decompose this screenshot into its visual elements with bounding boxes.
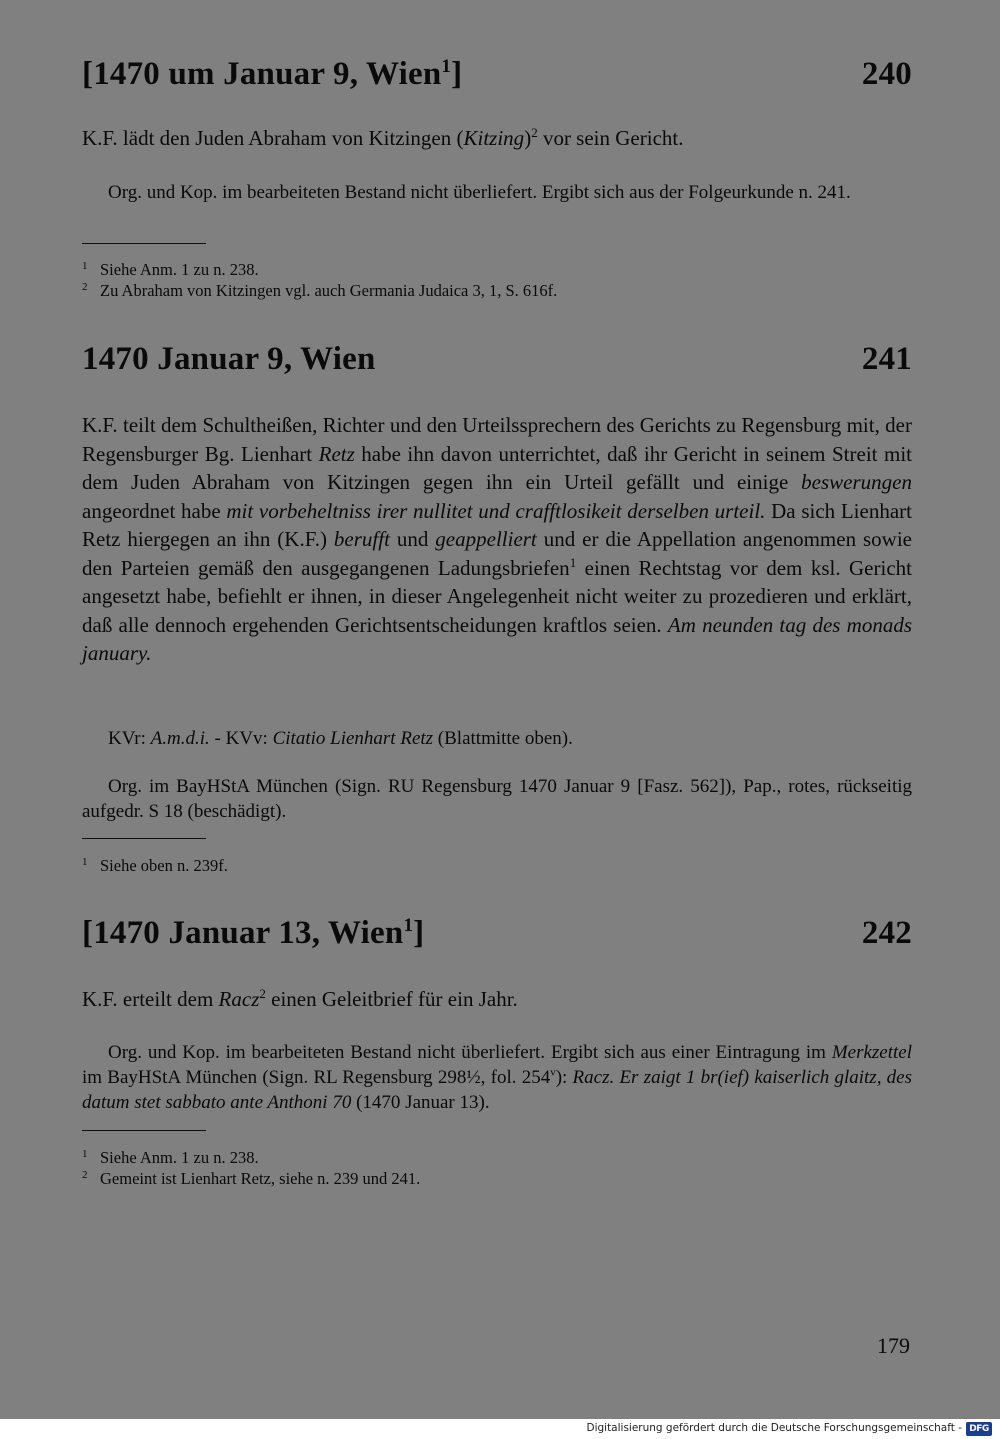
footnote-divider: [82, 838, 206, 839]
entry-summary: K.F. lädt den Juden Abraham von Kitzingen (Kitzing)$^2$ vor sein Gericht.: [82, 125, 684, 150]
dfg-logo-icon[interactable]: DFG: [966, 1422, 992, 1436]
entry-number: 242: [861, 915, 912, 951]
entry-summary: K.F. erteilt dem Racz$^2$ einen Geleitbrief für ein Jahr.: [82, 986, 518, 1011]
page-number: 179: [877, 1333, 910, 1358]
footnote: 1 Siehe Anm. 1 zu n. 238.: [82, 260, 259, 279]
footnote-ref: 2: [531, 125, 538, 140]
source-note: Org. und Kop. im bearbeiteten Bestand nicht überliefert. Ergibt sich aus der Folgeurkunde n. 241.: [108, 182, 851, 203]
entry-number: 240: [861, 56, 912, 92]
entry-heading-242: [82, 915, 912, 952]
entry-date: [1470 um Januar 9, Wien$^1$]: [82, 56, 463, 92]
footnote: 1 Siehe oben n. 239f.: [82, 856, 228, 875]
entry-heading-240: [82, 56, 912, 93]
endorsement-note: KVr: A.m.d.i. - KVv: Citatio Lienhart Retz (Blattmitte oben).: [108, 728, 573, 749]
footnote-ref: 1: [569, 554, 577, 570]
source-note: Org. und Kop. im bearbeiteten Bestand nicht überliefert. Ergibt sich aus einer Eintragung im Merkzettel im BayHStA München (Sign. RL Regensburg 298½, fol. 254$^v$): Racz. Er zaigt 1 br(ief) kaiserlich glaitz, des datum stet sabbato ante Anthoni 70 (1470 Januar 13).: [82, 1042, 913, 1113]
source-note: Org. im BayHStA München (Sign. RU Regensburg 1470 Januar 9 [Fasz. 562]), Pap., rotes, rückseitig aufgedr. S 18 (beschädigt).: [82, 776, 912, 822]
entry-date: [1470 Januar 13, Wien$^1$]: [82, 915, 425, 951]
footnote-ref: 1: [441, 56, 452, 77]
footnote-ref: 2: [259, 986, 266, 1001]
entry-heading-241: [82, 341, 912, 378]
footer-bar: [0, 1419, 1000, 1439]
footnote-divider: [82, 243, 206, 244]
funding-notice: Digitalisierung gefördert durch die Deutsche Forschungsgemeinschaft -: [586, 1422, 962, 1434]
footnote-divider: [82, 1130, 206, 1131]
footnote: 1 Siehe Anm. 1 zu n. 238.: [82, 1148, 259, 1167]
footnote: 2 Gemeint ist Lienhart Retz, siehe n. 239 und 241.: [82, 1169, 421, 1188]
entry-number: 241: [861, 341, 912, 377]
entry-body: K.F. teilt dem Schultheißen, Richter und den Urteilssprechern des Gerichts zu Regensburg mit, der Regensburger Bg. Lienhart Retz habe ihn davon unterrichtet, daß ihr Gericht in seinem Streit mit dem Juden Abraham von Kitzingen gegen ihn ein Urteil gefällt und einige beswerungen angeordnet habe mit vorbeheltniss irer nullitet und crafftlosikeit derselben urteil. Da sich Lienhart Retz hiergegen an ihn (K.F.) berufft und geappelliert und er die Appellation angenommen sowie den Parteien gemäß den ausgegangenen Ladungsbriefen$^1$ einen Rechtstag vor dem ksl. Gericht angesetzt habe, befiehlt er ihnen, in dieser Angelegenheit nicht weiter zu prozedieren und erklärt, daß alle dennoch ergehenden Gerichtsentscheidungen kraftlos seien. Am neunden tag des monads january.: [82, 413, 913, 665]
footnote-ref: 1: [403, 915, 414, 936]
entry-date: 1470 Januar 9, Wien: [82, 341, 376, 377]
footnote: 2 Zu Abraham von Kitzingen vgl. auch Germania Judaica 3, 1, S. 616f.: [82, 281, 558, 300]
